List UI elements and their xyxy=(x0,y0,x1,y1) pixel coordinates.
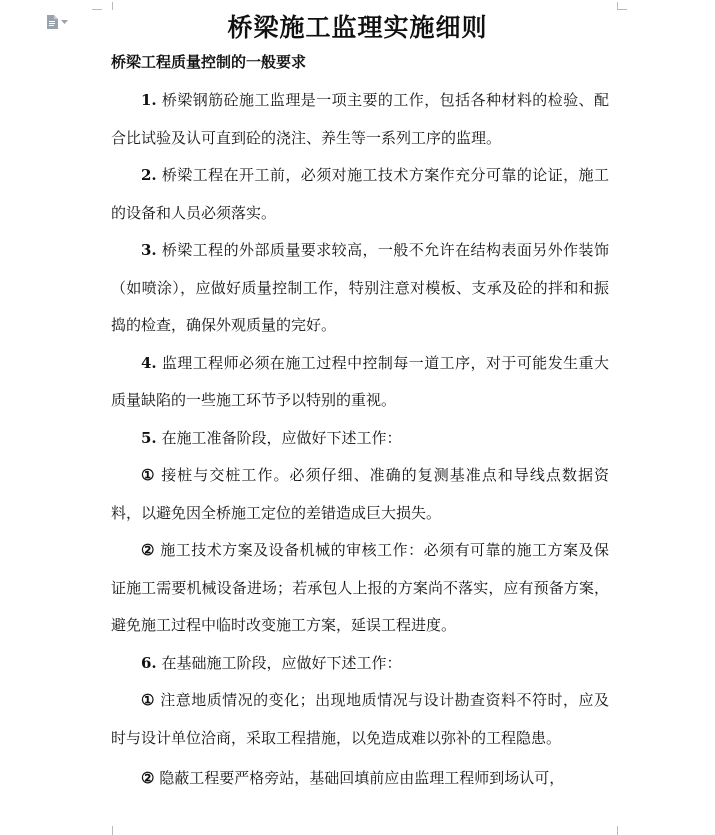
paragraph-text: 监理工程师必须在施工过程中控制每一道工序，对于可能发生重大质量缺陷的一些施工环节予以特别的重视。 xyxy=(111,353,609,409)
paragraph-5 xyxy=(111,420,609,458)
paragraph-3 xyxy=(111,232,609,345)
paragraph-6 xyxy=(111,645,609,683)
document-body xyxy=(111,82,609,798)
document-title: 桥梁施工监理实施细则 xyxy=(227,13,488,42)
section-heading: 桥梁工程质量控制的一般要求 xyxy=(111,53,307,71)
paragraph-text: 在基础施工阶段，应做好下述工作： xyxy=(156,653,402,672)
paragraph-number: ① xyxy=(141,691,155,709)
paragraph-number: 6. xyxy=(141,653,157,672)
paragraph-5-1 xyxy=(111,457,609,532)
paragraph-2 xyxy=(111,157,609,232)
paragraph-number: ① xyxy=(141,466,156,484)
paragraph-number: 2. xyxy=(141,166,157,184)
paragraph-text: 注意地质情况的变化；出现地质情况与设计勘查资料不符时，应及时与设计单位洽商，采取工程措施，以免造成难以弥补的工程隐患。 xyxy=(111,691,609,747)
crop-mark-bottom-left xyxy=(102,826,113,835)
paragraph-number: 1. xyxy=(141,91,157,109)
paragraph-text: 桥梁工程在开工前，必须对施工技术方案作充分可靠的论证，施工的设备和人员必须落实。 xyxy=(111,166,609,222)
paragraph-text: 桥梁钢筋砼施工监理是一项主要的工作，包括各种材料的检验、配合比试验及认可直到砼的浇注、养生等一系列工序的监理。 xyxy=(111,91,609,147)
paragraph-number: 4. xyxy=(141,353,157,372)
paragraph-1 xyxy=(111,82,609,157)
paragraph-text: 在施工准备阶段，应做好下述工作： xyxy=(156,428,402,447)
paragraph-text: 接桩与交桩工作。必须仔细、准确的复测基准点和导线点数据资料，以避免因全桥施工定位的差错造成巨大损失。 xyxy=(111,466,609,522)
paragraph-number: 3. xyxy=(141,241,157,259)
paragraph-text: 施工技术方案及设备机械的审核工作：必须有可靠的施工方案及保证施工需要机械设备进场；若承包人上报的方案尚不落实，应有预备方案，避免施工过程中临时改变施工方案，延误工程进度。 xyxy=(111,541,609,634)
crop-mark-bottom-right xyxy=(617,826,628,835)
paragraph-5-2 xyxy=(111,532,609,645)
paragraph-6-1 xyxy=(111,682,609,757)
paragraph-6-2 xyxy=(111,760,609,798)
paragraph-number: 5. xyxy=(141,428,157,447)
paragraph-text: 隐蔽工程要严格旁站，基础回填前应由监理工程师到场认可， xyxy=(154,769,565,787)
paragraph-4 xyxy=(111,345,609,420)
paragraph-number: ② xyxy=(141,541,155,559)
paragraph-number: ② xyxy=(141,769,155,787)
paragraph-text: 桥梁工程的外部质量要求较高，一般不允许在结构表面另外作装饰（如喷涂），应做好质量控制工作，特别注意对模板、支承及砼的拌和和振捣的检查，确保外观质量的完好。 xyxy=(111,241,609,334)
